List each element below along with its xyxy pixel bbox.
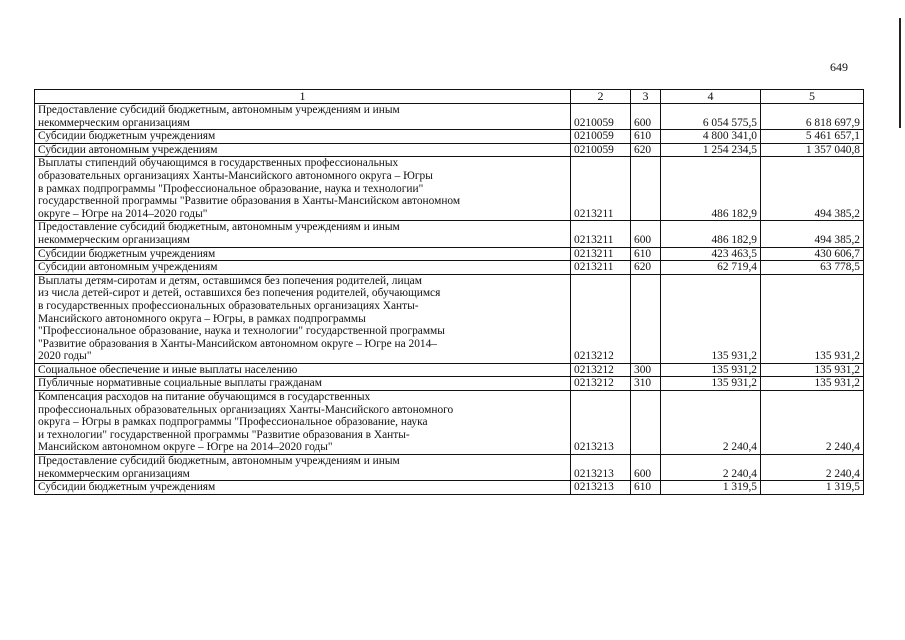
table-row [35,274,864,363]
table-row [35,157,864,221]
header-cell: 5 [761,90,864,104]
row-description: Субсидии автономным учреждениям [35,143,571,157]
row-amount-year2: 2 240,4 [761,455,864,481]
row-target-code: 0210059 [571,130,631,144]
table-row [35,221,864,247]
row-expense-type: 610 [631,247,661,261]
row-amount-year2: 2 240,4 [761,391,864,455]
row-description: Субсидии бюджетным учреждениям [35,247,571,261]
row-description: Предоставление субсидий бюджетным, автономным учреждениям и иным некоммерческим организациям [35,104,571,130]
row-expense-type: 600 [631,455,661,481]
table-body [35,104,864,495]
row-description: Выплаты детям-сиротам и детям, оставшимся без попечения родителей, лицам из числа детей-сирот и детей, оставшихся без попечения родителей, обучающимся в государственных профессиональных образовательных организациях Ханты- Мансийского автономного округа – Югры, в рамках подпрограммы "Профессиональное образование, наука и технологии" государственной программы "Развитие образования в Ханты-Мансийском автономном округе – Югре на 2014– 2020 годы" [35,274,571,363]
row-description: Социальное обеспечение и иные выплаты населению [35,363,571,377]
row-expense-type [631,157,661,221]
page-number: 649 [830,60,848,74]
row-amount-year1: 62 719,4 [661,261,761,275]
row-amount-year1: 486 182,9 [661,157,761,221]
table-row [35,481,864,495]
row-amount-year1: 1 319,5 [661,481,761,495]
row-amount-year1: 6 054 575,5 [661,104,761,130]
row-expense-type: 600 [631,104,661,130]
row-expense-type: 600 [631,221,661,247]
row-target-code: 0213212 [571,377,631,391]
row-amount-year2: 5 461 657,1 [761,130,864,144]
scan-edge-line [899,18,901,128]
row-amount-year2: 63 778,5 [761,261,864,275]
row-amount-year2: 1 319,5 [761,481,864,495]
row-target-code: 0213211 [571,261,631,275]
header-cell: 1 [35,90,571,104]
budget-table [34,89,864,495]
header-cell: 2 [571,90,631,104]
header-cell: 4 [661,90,761,104]
row-target-code: 0213211 [571,221,631,247]
row-amount-year1: 2 240,4 [661,455,761,481]
table-row [35,377,864,391]
table-row [35,261,864,275]
row-amount-year2: 430 606,7 [761,247,864,261]
header-cell: 3 [631,90,661,104]
row-target-code: 0213213 [571,391,631,455]
row-target-code: 0210059 [571,143,631,157]
row-expense-type: 610 [631,130,661,144]
row-target-code: 0213211 [571,157,631,221]
row-description: Субсидии автономным учреждениям [35,261,571,275]
row-amount-year1: 135 931,2 [661,274,761,363]
row-amount-year1: 135 931,2 [661,363,761,377]
row-amount-year1: 1 254 234,5 [661,143,761,157]
row-expense-type: 620 [631,261,661,275]
table-row [35,455,864,481]
row-target-code: 0213213 [571,481,631,495]
row-amount-year1: 486 182,9 [661,221,761,247]
row-amount-year2: 494 385,2 [761,157,864,221]
row-expense-type: 620 [631,143,661,157]
row-expense-type: 310 [631,377,661,391]
row-description: Субсидии бюджетным учреждениям [35,481,571,495]
table-row [35,143,864,157]
row-target-code: 0213213 [571,455,631,481]
row-description: Субсидии бюджетным учреждениям [35,130,571,144]
row-description: Выплаты стипендий обучающимся в государственных профессиональных образовательных организациях Ханты-Мансийского автономного округа – Югры в рамках подпрограммы "Профессиональное образование, наука и технологии" государственной программы "Развитие образования в Ханты-Мансийском автономном округе – Югре на 2014–2020 годы" [35,157,571,221]
row-expense-type [631,274,661,363]
row-description: Предоставление субсидий бюджетным, автономным учреждениям и иным некоммерческим организациям [35,455,571,481]
row-target-code: 0213212 [571,274,631,363]
row-description: Публичные нормативные социальные выплаты гражданам [35,377,571,391]
row-amount-year1: 2 240,4 [661,391,761,455]
row-amount-year2: 135 931,2 [761,377,864,391]
row-description: Предоставление субсидий бюджетным, автономным учреждениям и иным некоммерческим организациям [35,221,571,247]
row-amount-year2: 135 931,2 [761,363,864,377]
row-amount-year2: 494 385,2 [761,221,864,247]
row-amount-year2: 1 357 040,8 [761,143,864,157]
table-row [35,104,864,130]
header-row [35,90,864,104]
row-expense-type [631,391,661,455]
row-target-code: 0213212 [571,363,631,377]
row-target-code: 0210059 [571,104,631,130]
row-target-code: 0213211 [571,247,631,261]
row-amount-year1: 423 463,5 [661,247,761,261]
row-amount-year2: 135 931,2 [761,274,864,363]
table-row [35,247,864,261]
row-amount-year2: 6 818 697,9 [761,104,864,130]
table-row [35,130,864,144]
table-row [35,363,864,377]
row-amount-year1: 135 931,2 [661,377,761,391]
row-amount-year1: 4 800 341,0 [661,130,761,144]
row-expense-type: 300 [631,363,661,377]
row-expense-type: 610 [631,481,661,495]
row-description: Компенсация расходов на питание обучающимся в государственных профессиональных образовательных организациях Ханты-Мансийского автономного округа – Югры в рамках подпрограммы "Профессиональное образование, наука и технологии" государственной программы "Развитие образования в Ханты- Мансийском автономном округе – Югре на 2014–2020 годы" [35,391,571,455]
table-row [35,391,864,455]
